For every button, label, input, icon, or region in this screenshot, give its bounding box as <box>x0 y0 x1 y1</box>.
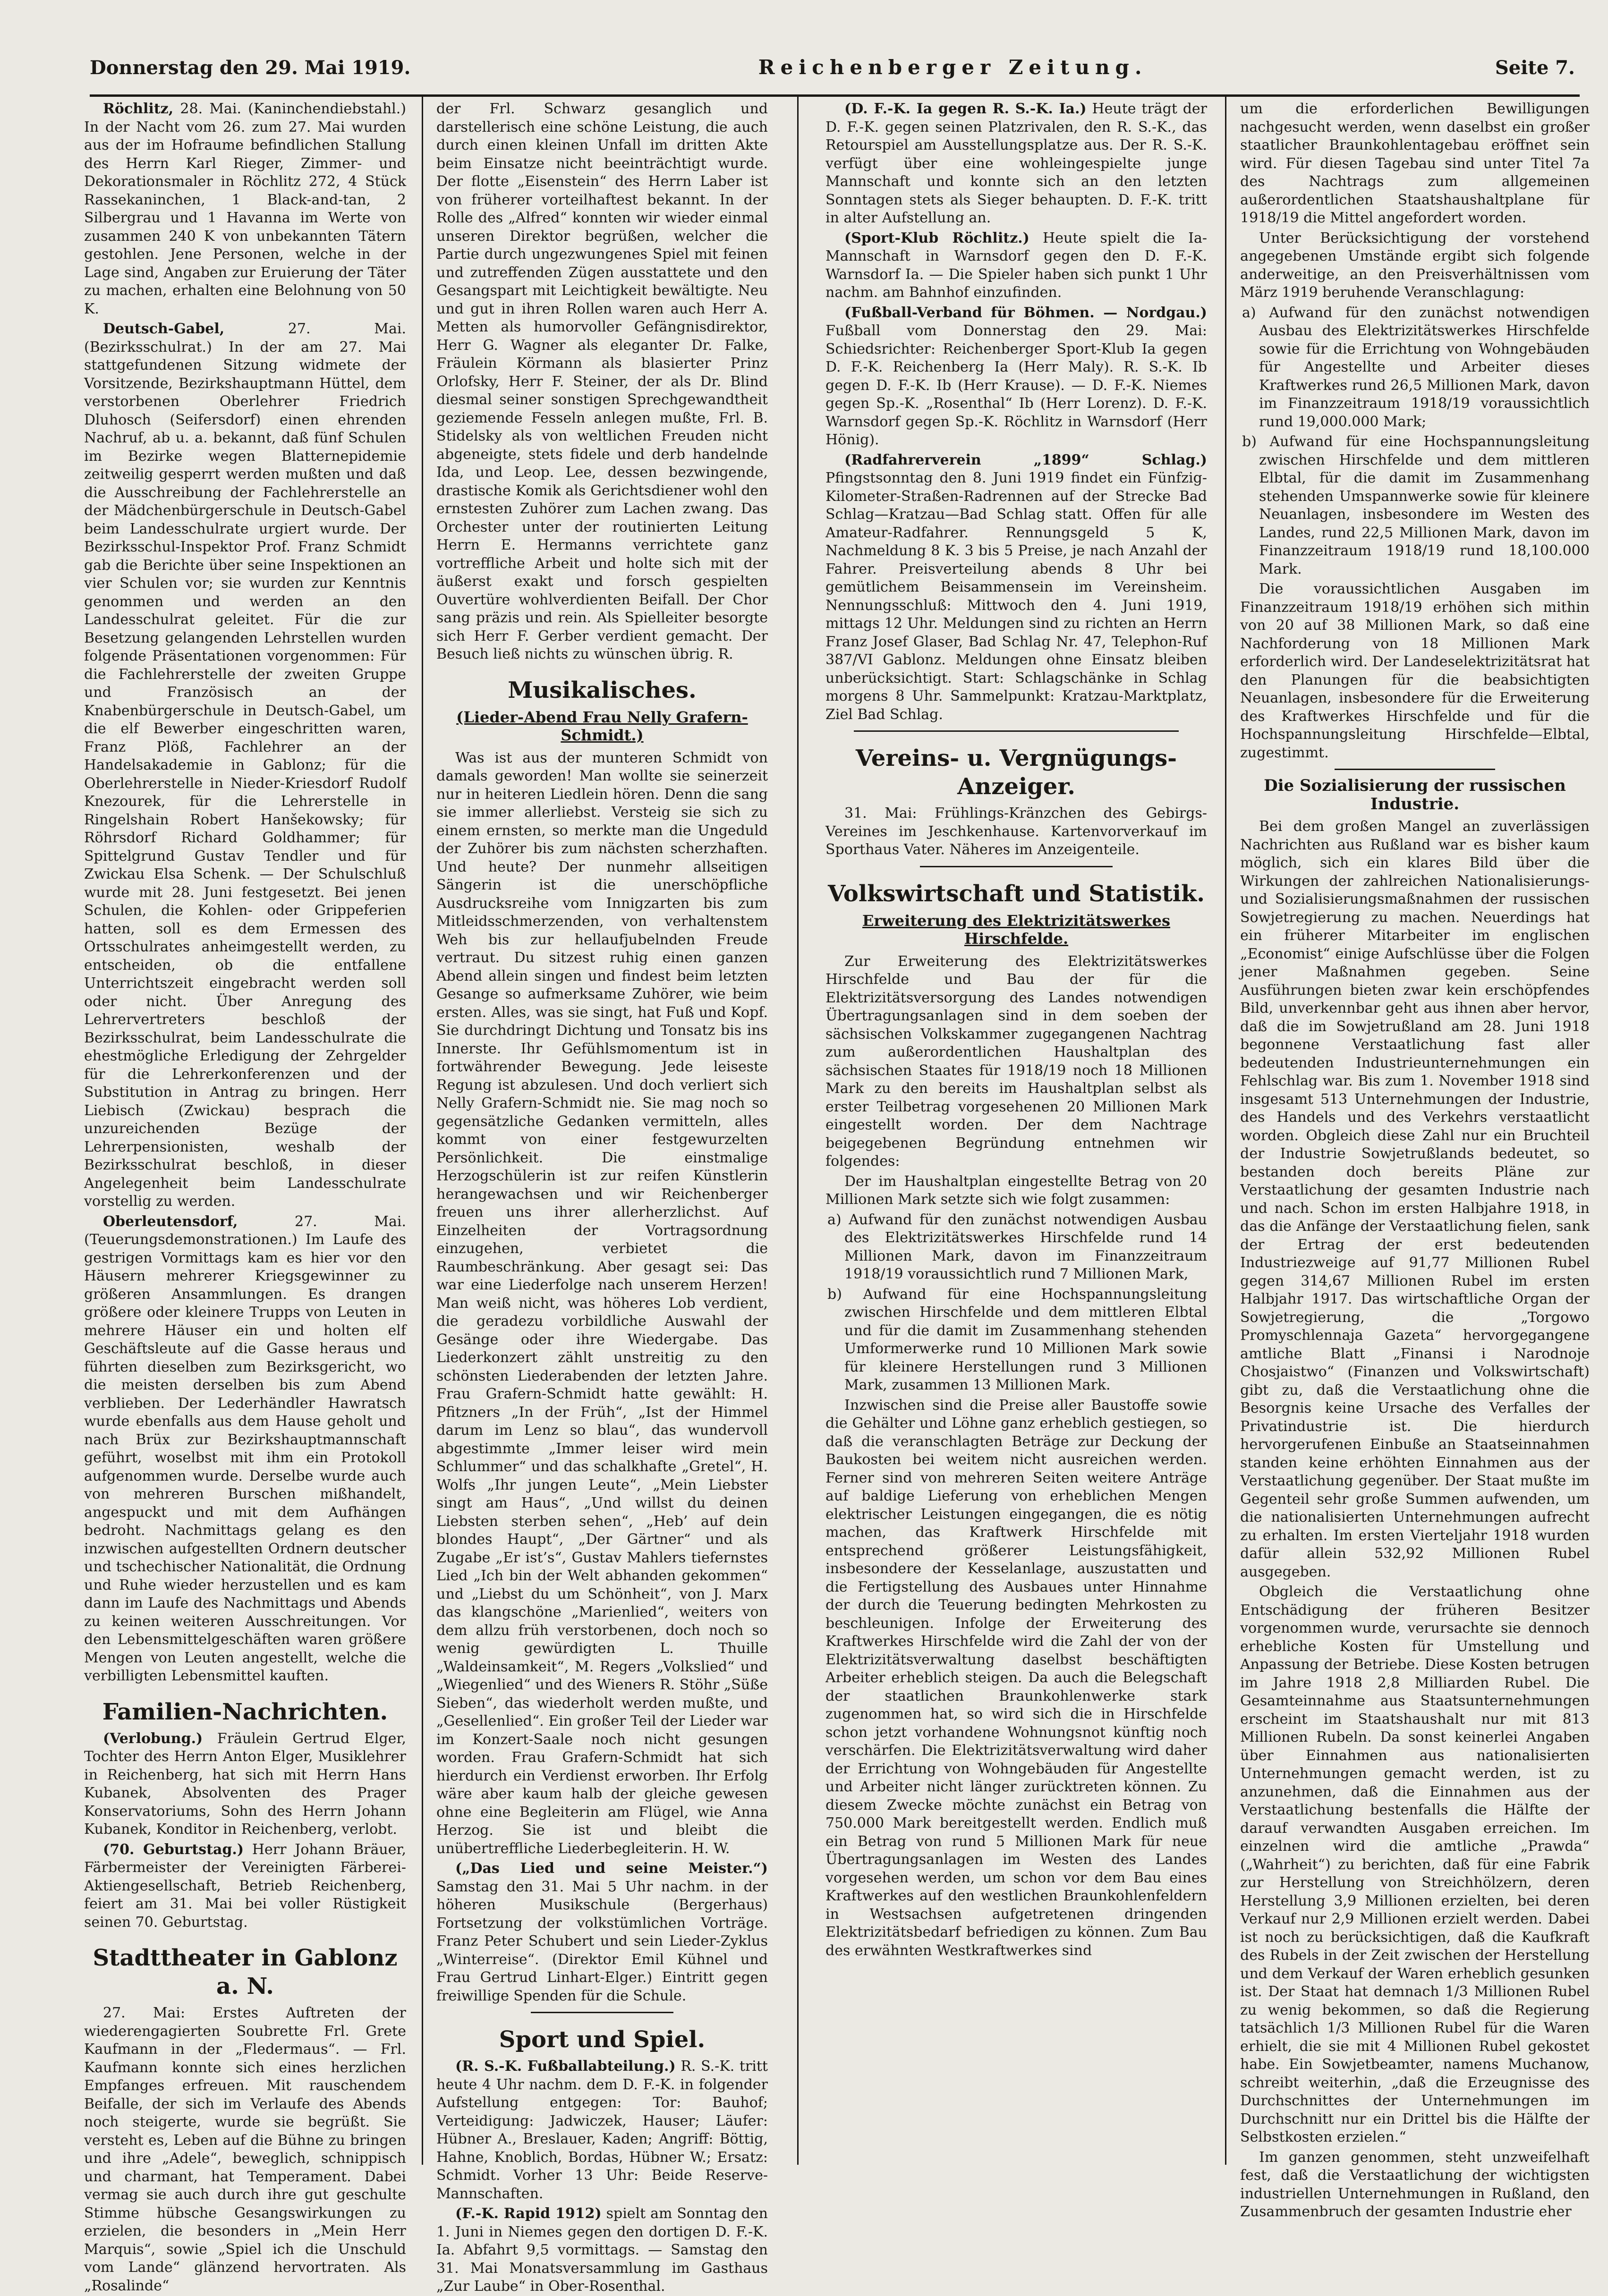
column-divider <box>422 97 423 2165</box>
article-oberleutensdorf <box>84 1213 406 1686</box>
article-elektrizitaet-intro: Zur Erweiterung des Elektrizitätswerkes Hirschfelde und Bau der für die Elektrizitätsversorgung des Landes notwendigen Übertragungsanlagen sind in dem soeben der sächsischen Volkskammer zugegangenen Nachtrag zum außerordentlichen Haushaltplan des sächsischen Staates für 1918/19 noch 18 Millionen Mark zu den bereits im Haushaltplan selbst als erster Teilbetrag vorgesehenen 20 Millionen Mark eingestellt worden. Der dem Nachtrage beigegebenen Begründung entnehmen wir folgendes: <box>825 953 1207 1169</box>
article-label: (Radfahrerverein „1899“ Schlag.) <box>844 451 1207 468</box>
article-label: (Sport-Klub Röchlitz.) <box>844 229 1029 246</box>
article-text: Herr Johann Bräuer, Färbermeister der Vereinigten Färberei-Aktiengesellschaft, Betrieb Reichenberg, feiert am 31. Mai bei voller Rüstigkeit seinen 70. Geburtstag. <box>84 1841 406 1931</box>
article-theater: 27. Mai: Erstes Auftreten der wiederengagierten Soubrette Frl. Grete Kaufmann in der „Fledermaus“. — Frl. Kaufmann konnte sich eines herzlichen Empfanges erfreuen. Mit rauschendem Beifalle, der sich im Verlaufe des Abends noch steigerte, wurde sie begrüßt. Sie versteht es, Leben auf die Bühne zu bringen und ihre „Adele“, beweglich, schnippisch und charmant, hat Temperament. Dabei vermag sie auch durch ihre gut geschulte Stimme hübsche Gesangswirkungen zu erzielen, die besonders in „Mein Herr Marquis“, sowie „Spiel ich die Unschuld vom Lande“ glänzend hervortraten. Als „Rosalinde“ <box>84 2005 406 2294</box>
article-theater-continued: der Frl. Schwarz gesanglich und darstellerisch eine schöne Leistung, die auch durch einen kleinen Unfall im dritten Akte beim Einsatze nicht beeinträchtigt wurde. Der flotte „Eisenstein“ des Herrn Laber ist von früherer vorteilhaftest bekannt. In der Rolle des „Alfred“ konnten wir wieder einmal unseren Direktor begrüßen, welcher die Partie durch ungezwungenes Spiel mit feinen und zutreffenden Zügen ausstattete und den Gesangspart mit Leichtigkeit bewältigte. Neu und gut in ihren Rollen waren auch Herr A. Metten als humorvoller Gefängnisdirektor, Herr G. Wagner als eleganter Dr. Falke, Fräulein Körmann als blasierter Prinz Orlofsky, Herr F. Steiner, der als Dr. Blind diesmal seiner sonstigen Sprechgewandtheit geziemende Fesseln anlegen mußte, Frl. B. Stidelsky als von weltlichen Freuden nicht abgeneigte, stets fidele und derb handelnde Ida, und Leop. Lee, dessen bezwingende, drastische Komik als Gerichtsdiener wohl den ernstesten Zuhörer zum Lachen zwang. Das Orchester unter der routinierten Leitung Herrn E. Hermanns verrichtete ganz vortreffliche Arbeit und holte sich mit der äußerst exakt und forsch gespielten Ouvertüre wohlverdienten Beifall. Der Chor sang präzis und rein. Als Spielleiter besorgte sich Herr F. Gerber verdient gemacht. Der Besuch ließ nichts zu wünschen übrig. R. <box>436 101 768 662</box>
subheading-liederabend: (Lieder-Abend Frau Nelly Grafern-Schmidt.) <box>456 708 748 744</box>
section-heading-music: Musikalisches. <box>508 677 697 703</box>
article-label: (F.-K. Rapid 1912) <box>455 2205 602 2222</box>
article-elektrizitaet-text: Die voraussichtlichen Ausgaben im Finanzzeitraum 1918/19 erhöhen sich mithin von 20 auf 38 Millionen Mark, so daß eine Nachforderung von 18 Millionen Mark erforderlich wird. Der Landeselektrizitätsrat hat den Planungen für die beabsichtigten Neuanlagen, insbesondere für die Erweiterung des Kraftwerkes Hirschfelde und für die Hochspannungsleitung Hirschfelde—Elbtal, zugestimmt. <box>1240 581 1590 761</box>
section-heading-theater: Stadttheater in Gablonz a. N. <box>93 1945 398 1999</box>
article-fussballverband <box>825 304 1207 449</box>
list-item-a: a) Aufwand für den zunächst notwendigen Ausbau des Elektrizitätswerkes Hirschfelde rund 14 Millionen Mark, davon im Finanzzeitraum 1918/19 voraussichtlich rund 7 Millionen Mark, <box>827 1211 1207 1282</box>
divider <box>854 730 1179 732</box>
header-rule <box>90 94 1580 97</box>
column-divider <box>1225 97 1226 2165</box>
article-text: R. S.-K. tritt heute 4 Uhr nachm. dem D. F.-K. in folgender Aufstellung entgegen: Tor: Bauhof; Verteidigung: Jadwiczek, Hauser; Läufer: Hübner A., Breslauer, Kaden; Angriff: Böttig, Hahne, Knoblich, Bordas, Hübner W.; Ersatz: Schmidt. Vorher 13 Uhr: Beide Reserve-Mannschaften. <box>436 2058 768 2202</box>
article-roechlitz <box>84 100 406 318</box>
divider <box>1335 769 1495 770</box>
article-rapid <box>436 2205 768 2296</box>
article-text: Fräulein Gertrud Elger, Tochter des Herrn Anton Elger, Musiklehrer in Reichenberg, hat sich mit Herrn Hans Kubanek, Absolventen des Prager Konservatoriums, Sohn des Herrn Johann Kubanek, Konditor in Reichenberg, verlobt. <box>84 1730 406 1838</box>
article-text: Pfingstsonntag den 8. Juni 1919 findet ein Fünfzig-Kilometer-Straßen-Radrennen auf der Strecke Bad Schlag—Kratzau—Bad Schlag statt. Offen für alle Amateur-Radfahrer. Rennungsgeld 5 K, Nachmeldung 8 K. 3 bis 5 Preise, je nach Anzahl der Fahrer. Preisverteilung abends 8 Uhr bei gemütlichem Beisammensein im Vereinsheim. Nennungsschluß: Mittwoch den 4. Juni 1919, mittags 12 Uhr. Meldungen sind zu richten an Herrn Franz Josef Glaser, Bad Schlag Nr. 47, Telephon-Ruf 387/VI Gablonz. Meldungen ohne Einsatz bleiben unberücksichtigt. Start: Schlagschänke in Schlag morgens 8 Uhr. Sammelpunkt: Kratzau-Marktplatz, Ziel Bad Schlag. <box>825 470 1207 723</box>
article-label: Oberleutensdorf, <box>103 1213 238 1230</box>
article-label: (70. Geburtstag.) <box>103 1841 244 1858</box>
section-heading-vereins: Vereins- u. Vergnügungs-Anzeiger. <box>855 745 1177 800</box>
article-radfahrer <box>825 451 1207 724</box>
article-liederabend: Was ist aus der munteren Schmidt von damals geworden! Man wollte sie seinerzeit nur in heiteren Liedlein hören. Denn die sang sie immer allerliebst. Versteig sie sich zu einem ernsten, so merkte man die Ungeduld der Zuhörer bis zum nächsten scherzhaften. Und heute? Der nunmehr allseitigen Sängerin ist die unerschöpfliche Ausdrucksreihe vom Innigzarten bis zum Mitleidsschmerzenden, von verhaltenstem Weh bis zur hellaufjubelnden Freude vertraut. Du sitzest ruhig einen ganzen Abend allein singen und findest beim letzten Gesange so aufmerksame Zuhörer, wie beim ersten. Alles, was sie singt, hat Fuß und Kopf. Sie durchdringt Dichtung und Tonsatz bis ins Innerste. Ihr Gefühlsmomentum ist in fortwährender Bewegung. Jede leiseste Regung ist abzulesen. Und doch verliert sich Nelly Grafern-Schmidt nie. Sie mag noch so gegensätzliche Gedanken vermitteln, alles kommt von einer festgewurzelten Persönlichkeit. Die einstmalige Herzogschülerin ist zur reifen Künstlerin herangewachsen und wir Reichenberger freuen uns ihrer allerherzlichst. Auf Einzelheiten der Vortragsordnung einzugehen, verbietet die Raumbeschränkung. Aber gesagt sei: Das war eine Liederfolge nach unserem Herzen! Man weiß nicht, was höheres Lob verdient, die geradezu vorbildliche Auswahl der Gesänge oder ihre Wiedergabe. Das Liederkonzert zählt unstreitig zu den schönsten Liederabenden der letzten Jahre. Frau Grafern-Schmidt hatte gewählt: H. Pfitzners „In der Früh“, „Ist der Himmel darum im Lenz so blau“, das wundervoll abgestimmte „Immer leiser wird mein Schlummer“ und das schalkhafte „Gretel“, H. Wolfs „Ihr jungen Leute“, „Mein Liebster singt am Haus“, „Und willst du deinen Liebsten sterben sehen“, „Heb’ auf dein blondes Haupt“, „Der Gärtner“ und als Zugabe „Er ist’s“, Gustav Mahlers tiefernstes Lied „Ich bin der Welt abhanden gekommen“ und „Liebst du um Schönheit“, von J. Marx das klangschöne „Marienlied“, weiters von dem allzu früh verstorbenen, doch noch so wenig gewürdigten L. Thuille „Waldeinsamkeit“, M. Regers „Volkslied“ und „Wiegenlied“ und des Wieners R. Stöhr „Süße Sieben“, das wiederholt werden mußte, und „Gesellenlied“. Ein großer Teil der Lieder war im Konzert-Saale noch nicht gesungen worden. Frau Grafern-Schmidt hat sich hierdurch ein Verdienst erworben. Ihr Erfolg wäre aber kaum halb der gleiche gewesen ohne eine Begleiterin am Flügel, wie Anna Herzog. Sie ist und bleibt die unübertreffliche Liederbegleiterin. H. W. <box>436 749 768 1857</box>
article-label: Röchlitz, <box>103 101 174 117</box>
section-heading-volkswirtschaft: Volkswirtschaft und Statistik. <box>828 880 1205 907</box>
column-1 <box>84 100 406 2294</box>
article-fruehlingskraenzchen: 31. Mai: Frühlings-Kränzchen des Gebirgs-Vereines im Jeschkenhause. Kartenvorverkauf im Sporthaus Vater. Näheres im Anzeigenteile. <box>825 805 1207 858</box>
article-elektrizitaet-continued: um die erforderlichen Bewilligungen nachgesucht werden, wenn daselbst ein großer staatlicher Braunkohlentagebau eröffnet sein wird. Für diesen Tagebau sind unter Titel 7a des Nachtrags zum allgemeinen außerordentlichen Staatshaushaltplane für 1918/19 die Mittel angefordert worden. <box>1240 101 1590 226</box>
article-text: 27. Mai. (Bezirksschulrat.) In der am 27. Mai stattgefundenen Sitzung widmete der Vorsitzende, Bezirkshauptmann Hüttel, dem verstorbenen Oberlehrer Friedrich Dluhosch (Seifersdorf) einen ehrenden Nachruf, ab u. a. bekannt, daß fünf Schulen im Bezirke wegen Blatternepidemie zeitweilig gesperrt werden mußten und daß die Ausschreibung der Fachlehrerstelle an der Mädchenbürgerschule in Deutsch-Gabel beim Landesschulrate urgiert wurde. Der Bezirksschul-Inspektor Prof. Franz Schmidt gab die Berichte über seine Inspektionen an vier Schulen vor; sie wurden zur Kenntnis genommen und werden an den Landesschulrat geleitet. Für die zur Besetzung gelangenden Lehrstellen wurden folgende Präsentationen vorgenommen: Für die Fachlehrerstelle der zweiten Gruppe und Französisch an der Knabenbürgerschule in Deutsch-Gabel, um die elf Bewerber eingeschritten waren, Franz Plöß, Fachlehrer an der Handelsakademie in Gablonz; für die Oberlehrerstelle in Nieder-Kriesdorf Rudolf Knezourek, für die Lehrerstelle in Ringelshain Robert Hanšekowsky; für Röhrsdorf Richard Goldhammer; für Spittelgrund Gustav Tendler und für Zwickau Elsa Schenk. — Der Schulschluß wurde mit 28. Juni festgesetzt. Bei jenen Schulen, die Kohlen- oder Grippeferien hatten, soll es dem Ermessen des Ortsschulrates anheimgestellt werden, zu entscheiden, ob die entfallene Unterrichtszeit eingebracht werden soll oder nicht. Über Anregung des Lehrervertreters beschloß der Bezirksschulrat, beim Landesschulrate die ehestmögliche Erledigung der Zehrgelder für die Lehrerkonferenzen und der Substitution in Antrag zu bringen. Herr Liebisch (Zwickau) besprach die unzureichenden Bezüge der Lehrerpensionisten, weshalb der Bezirksschulrat beschloß, in dieser Angelegenheit beim Landesschulrate vorstellig zu werden. <box>84 321 406 1210</box>
page-header <box>90 56 1575 93</box>
article-label: (D. F.-K. Ia gegen R. S.-K. Ia.) <box>844 101 1087 117</box>
section-heading-sport: Sport und Spiel. <box>499 2026 706 2053</box>
article-sportklub <box>825 229 1207 302</box>
article-label: (Verlobung.) <box>103 1730 203 1747</box>
article-elektrizitaet-text: Inzwischen sind die Preise aller Baustoffe sowie die Gehälter und Löhne ganz erheblich gestiegen, so daß die veranschlagten Beträge zur Deckung der Baukosten bei weitem nicht ausreichen werden. Ferner sind von mehreren Seiten weitere Anträge auf baldige Lieferung von erheblichen Mengen elektrischer Leistungen eingegangen, die es nötig machen, das Kraftwerk Hirschfelde mit entsprechend größerer Leistungsfähigkeit, insbesondere der Kesselanlage, auszustatten und die Fertigstellung des Ausbaues unter Hinnahme der durch die Teuerung bedingten Mehrkosten zu beschleunigen. Infolge der Erweiterung des Kraftwerkes Hirschfelde wird die Zahl der von der Elektrizitätsverwaltung daselbst beschäftigten Arbeiter erheblich steigen. Da auch die Belegschaft der staatlichen Braunkohlenwerke stark zugenommen hat, so wird sich die in Hirschfelde schon jetzt vorhandene Wohnungsnot künftig noch verschärfen. Die Elektrizitätsverwaltung wird daher der Errichtung von Wohngebäuden für Angestellte und Arbeiter nicht länger zurücktreten können. Zu diesem Zwecke möchte zunächst ein Betrag von 750.000 Mark bereitgestellt werden. Endlich muß ein Betrag von rund 5 Millionen Mark für neue Übertragungsanlagen im Westen des Landes vorgesehen werden, um schon vor dem Bau eines Kraftwerkes auf den westlichen Braunkohlenfeldern in Westsachsen aufgetretenen dringenden Elektrizitätsbedarf befriedigen zu können. Zum Bau des erwähnten Westkraftwerkes sind <box>825 1397 1207 1959</box>
article-label: („Das Lied und seine Meister.“) <box>455 1860 768 1877</box>
section-heading-family: Familien-Nachrichten. <box>102 1698 388 1725</box>
subheading-sozialisierung: Die Sozialisierung der russischen Industrie. <box>1264 776 1566 813</box>
article-label: (R. S.-K. Fußballabteilung.) <box>455 2058 676 2075</box>
divider <box>920 866 1113 867</box>
article-label: (Fußball-Verband für Böhmen. — Nordgau.) <box>844 304 1207 321</box>
article-elektrizitaet-text: Der im Haushaltplan eingestellte Betrag von 20 Millionen Mark setzte sich wie folgt zusammen: <box>825 1173 1207 1208</box>
article-sozialisierung: Obgleich die Verstaatlichung ohne Entschädigung der früheren Besitzer vorgenommen wurde, verursachte sie dennoch erhebliche Kosten für Umstellung und Anpassung der Betriebe. Diese Kosten betrugen im Jahre 1918 2,8 Milliarden Rubel. Die Gesamteinnahme aus Staatsunternehmungen erscheint im Staatshaushalt nur mit 813 Millionen Rubeln. Da sonst keinerlei Angaben über Einnahmen aus nationalisierten Unternehmungen gemacht werden, ist zu anzunehmen, daß die Einnahmen aus der Verstaatlichung bestenfalls die Hälfte der darauf verwandten Ausgaben erreichen. Im einzelnen wird die amtliche „Prawda“ („Wahrheit“) zu berichten, daß für eine Fabrik zur Herstellung von Streichhölzern, deren Herstellung 3,9 Millionen erzielten, bei deren Verkauf nur 2,9 Millionen erzielt werden. Dabei ist noch zu berücksichtigen, daß die Kaufkraft des Rubels in der Zeit zwischen der Herstellung und dem Verkauf der Waren erheblich gesunken ist. Der Staat hat demnach 1/3 Millionen Rubel zu wenig bekommen, so daß die Regierung tatsächlich 1/3 Millionen Rubel für die Waren erhielt, die sie mit 4 Millionen Rubel gekostet habe. Ein Sowjetbeamter, namens Muchanow, schreibt weiterhin, „daß die Erzeugnisse des Durchschnittes der Unternehmungen im Durchschnitt nur ein Drittel bis die Hälfte der Selbstkosten erzielen.“ <box>1240 1584 1590 2145</box>
list-item-b: b) Aufwand für eine Hochspannungsleitung zwischen Hirschfelde und dem mittleren Elbtal und für die damit im Zusammenhang stehenden Umformerwerke rund 10 Millionen Mark sowie für kleinere Herstellungen rund 3 Millionen Mark, zusammen 13 Millionen Mark. <box>827 1286 1207 1393</box>
column-3 <box>825 100 1207 2165</box>
article-text: Heute spielt die Ia-Mannschaft in Warnsdorf gegen den D. F.-K. Warnsdorf Ia. — Die Spieler haben sich punkt 1 Uhr nachm. am Bahnhof einzufinden. <box>825 229 1207 301</box>
article-text: Fußball vom Donnerstag den 29. Mai: Schiedsrichter: Reichenberger Sport-Klub Ia gegen D. F.-K. Reichenberg Ia (Herr Maly). R. S.-K. Ib gegen D. F.-K. Ib (Herr Krause). — D. F.-K. Niemes gegen Sp.-K. „Rosenthal“ Ib (Herr Lorenz). D. F.-K. Warnsdorf gegen Sp.-K. Röchlitz in Warnsdorf (Herr Hönig). <box>825 322 1207 448</box>
article-elektrizitaet-text: Unter Berücksichtigung der vorstehend angegebenen Umstände ergibt sich folgende anderweitige, an den Preisverhältnissen vom März 1919 beruhende Veranschlagung: <box>1240 229 1590 301</box>
article-lied-meister <box>436 1860 768 2005</box>
article-text: 27. Mai. (Teuerungsdemonstrationen.) Im Laufe des gestrigen Vormittags kam es hier vor den Häusern mehrerer Kriegsgewinner zu größeren Ansammlungen. Es drangen größere oder kleinere Trupps von Leuten in mehrere Häuser ein und holten elf Geschäftsleute auf die Gasse heraus und führten dieselben zum Bezirksgericht, wo die meisten derselben bis zum Abend verblieben. Der Lederhändler Hawratsch wurde ebenfalls aus dem Hause geholt und nach Brüx zur Bezirkshauptmannschaft geführt, woselbst mit ihm ein Protokoll aufgenommen wurde. Derselbe wurde auch von mehreren Burschen mißhandelt, angespuckt und mit dem Aufhängen bedroht. Nachmittags gelang es den inzwischen aufgestellten Ordnern deutscher und tschechischer Nationalität, die Ordnung und Ruhe wieder herzustellen und es kam dann im Laufe des Nachmittags und Abends zu keinen weiteren Ausschreitungen. Vor den Lebensmittelgeschäften waren größere Mengen von Leuten angestellt, welche die verbilligten Lebensmittel kauften. <box>84 1213 406 1684</box>
article-text: Heute trägt der D. F.-K. gegen seinen Platzrivalen, den R. S.-K., das Retourspiel am Ausstellungsplatze aus. Der R. S.-K. verfügt über eine wohleingespielte junge Mannschaft und konnte sich an den letzten Sonntagen stets als Sieger behaupten. D. F.-K. tritt in alter Aufstellung an. <box>825 101 1208 226</box>
column-4 <box>1240 100 1590 2220</box>
article-rsk <box>436 2058 768 2203</box>
article-geburtstag <box>84 1841 406 1932</box>
list-item-b: b) Aufwand für eine Hochspannungsleitung zwischen Hirschfelde und dem mittleren Elbtal, für die damit im Zusammenhang stehenden Umspannwerke sowie für kleinere Neuanlagen, insbesondere im Westen des Landes, rund 22,5 Millionen Mark, davon im Finanzzeitraum 1918/19 rund 18,100.000 Mark. <box>1242 433 1590 577</box>
header-page: Seite 7. <box>1495 57 1575 79</box>
article-verlobung <box>84 1730 406 1839</box>
article-sozialisierung: Im ganzen genommen, steht unzweifelhaft fest, daß die Verstaatlichung der wichtigsten industriellen Unternehmungen in Rußland, den Zusammenbruch der gesamten Industrie eher <box>1240 2149 1590 2220</box>
article-text: Samstag den 31. Mai 5 Uhr nachm. in der höheren Musikschule (Bergerhaus) Fortsetzung der volkstümlichen Vorträge. Franz Peter Schubert und sein Lieder-Zyklus „Winterreise“. (Direktor Emil Kühnel und Frau Gertrud Linhart-Elger.) Eintritt gegen freiwillige Spenden für die Schule. <box>436 1878 768 2004</box>
header-title: Reichenberger Zeitung. <box>758 56 1148 79</box>
article-sozialisierung: Bei dem großen Mangel an zuverlässigen Nachrichten aus Rußland war es bisher kaum möglich, sich ein klares Bild über die Wirkungen der zahlreichen Nationalisierungs- und Sozialisierungsmaßnahmen der russischen Sowjetregierung zu machen. Neuerdings hat ein früherer Mitarbeiter im englischen „Economist“ einige Aufschlüsse über die Folgen jener Maßnahmen gegeben. Seine Ausführungen bieten zwar kein erschöpfendes Bild, unverkennbar geht aus ihnen aber hervor, daß die im Sowjetrußland am 28. Juni 1918 begonnene Verstaatlichung fast aller bedeutenden Industrieunternehmungen ein Fehlschlag war. Bis zum 1. November 1918 sind insgesamt 513 Unternehmungen der Industrie, des Handels und des Verkehrs verstaatlicht worden. Obgleich diese Zahl nur ein Bruchteil der Industrie Sowjetrußlands bedeutet, so bestanden doch bereits Pläne zur Verstaatlichung der gesamten Industrie nach und nach. Schon im ersten Halbjahre 1918, in das die Anfänge der Verstaatlichung fielen, sank der Ertrag der erst bedeutenden Industriezweige auf 91,77 Millionen Rubel gegen 314,67 Millionen Rubel im ersten Halbjahr 1917. Das wirtschaftliche Organ der Sowjetregierung, die „Torgowo Promyschlennaja Gazeta“ hervorgegangene amtliche Blatt „Finansi i Narodnoje Chosjaistwo“ (Finanzen und Volkswirtschaft) gibt zu, daß die Verstaatlichung ohne die Besorgnis keine Ursache des Verfalles der Privatindustrie ist. Die hierdurch hervorgerufenen Einbuße an Staatseinnahmen standen keine erhöhten Einnahmen aus der Verstaatlichung gegenüber. Der Staat mußte im Gegenteil sehr große Summen aufwenden, um die nationalisierten Unternehmungen aufrecht zu erhalten. Im ersten Vierteljahr 1918 wurden dafür allein 532,92 Millionen Rubel ausgegeben. <box>1240 818 1590 1580</box>
subheading-elektrizitaet: Erweiterung des Elektrizitätswerkes Hirschfelde. <box>862 911 1171 948</box>
column-2 <box>436 100 768 2295</box>
article-dfk <box>825 100 1207 228</box>
list-item-a: a) Aufwand für den zunächst notwendigen Ausbau des Elektrizitätswerkes Hirschfelde sowie für die Errichtung von Wohngebäuden für Angestellte und Arbeiter dieses Kraftwerkes rund 26,5 Millionen Mark, davon im Finanzzeitraum 1918/19 voraussichtlich rund 19,000.000 Mark; <box>1242 304 1590 430</box>
article-text: 28. Mai. (Kaninchendiebstahl.) In der Nacht vom 26. zum 27. Mai wurden aus der im Hofraume befindlichen Stallung des Herrn Karl Rieger, Zimmer- und Dekorationsmaler in Röchlitz 272, 4 Stück Rassekaninchen, 1 Black-and-tan, 2 Silbergrau und 1 Havanna im Werte von zusammen 240 K von unbekannten Tätern gestohlen. Jene Personen, welche in der Lage sind, Angaben zur Eruierung der Täter zu machen, erhalten eine Belohnung von 50 K. <box>84 101 406 317</box>
article-deutsch-gabel <box>84 320 406 1211</box>
header-date: Donnerstag den 29. Mai 1919. <box>90 57 411 79</box>
column-divider <box>797 97 799 2165</box>
article-label: Deutsch-Gabel, <box>103 321 225 337</box>
article-text: spielt am Sonntag den 1. Juni in Niemes gegen den dortigen D. F.-K. Ia. Abfahrt 9,5 vormittags. — Samstag den 31. Mai Monatsversammlung im Gasthaus „Zur Laube“ in Ober-Rosenthal. <box>436 2205 768 2295</box>
divider <box>531 2012 673 2013</box>
